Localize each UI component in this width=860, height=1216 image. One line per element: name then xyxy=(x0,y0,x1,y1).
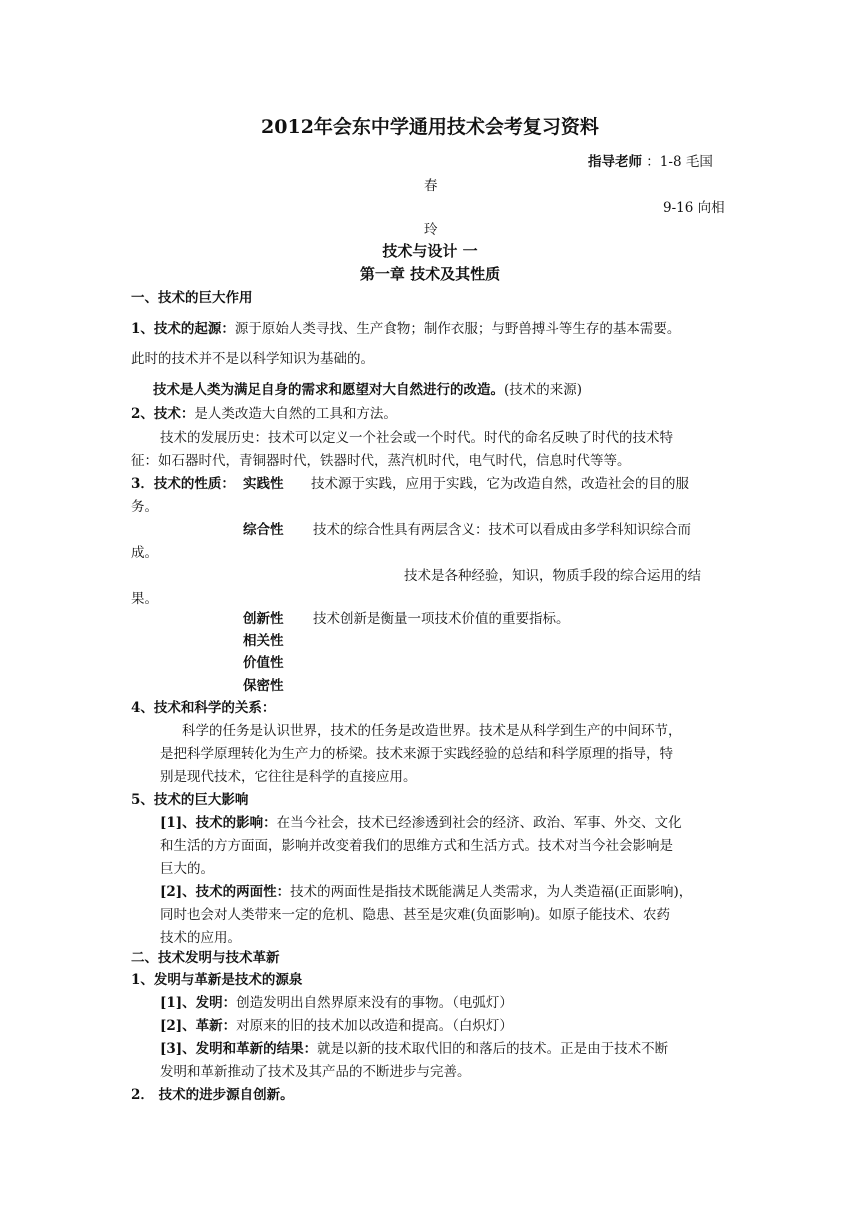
impact-b-label: [2]、技术的两面性： xyxy=(160,884,291,900)
impact-a-text: 在当今社会，技术已经渗透到社会的经济、政治、军事、外交、文化 xyxy=(276,815,682,831)
definition-bold: 技术是人类为满足自身的需求和愿望对大自然进行的改造。 xyxy=(153,382,504,398)
impact-b-text: 技术的两面性是指技术既能满足人类需求，为人类造福(正面影响)， xyxy=(290,884,693,900)
science-relation-label: 4、技术和科学的关系： xyxy=(131,700,276,716)
result-text: 就是以新的技术取代旧的和落后的技术。正是由于技术不断 xyxy=(317,1041,669,1057)
teacher-name-1: ：1-8 毛国 xyxy=(642,154,713,170)
property-relevance: 相关性 xyxy=(243,633,284,649)
chapter-title: 第一章 技术及其性质 xyxy=(359,265,501,283)
invention-label: [1]、发明： xyxy=(160,995,237,1011)
origin-paragraph xyxy=(131,319,680,339)
result-line-2: 发明和革新推动了技术及其产品的不断进步与完善。 xyxy=(160,1064,471,1080)
result-label: [3]、发明和革新的结果： xyxy=(160,1041,318,1057)
progress-label: 2． 技术的进步源自创新。 xyxy=(131,1087,294,1103)
invention-text: 创造发明出自然界原来没有的事物。（电弧灯） xyxy=(236,995,513,1011)
document-title: 2012年会东中学通用技术会考复习资料 xyxy=(261,116,599,138)
impact-b-line-2: 同时也会对人类带来一定的危机、隐患、甚至是灾难(负面影响)。如原子能技术、农药 xyxy=(160,907,671,923)
invention-line xyxy=(160,993,513,1013)
science-relation-line-1: 科学的任务是认识世界，技术的任务是改造世界。技术是从科学到生产的中间环节， xyxy=(182,723,682,739)
technology-text: 是人类改造大自然的工具和方法。 xyxy=(194,406,397,422)
result-line-1 xyxy=(160,1039,668,1059)
section-1-heading: 一、技术的巨大作用 xyxy=(131,290,253,306)
property-comprehensive-text: 技术的综合性具有两层含义：技术可以看成由多学科知识综合而 xyxy=(313,522,691,538)
history-line-1: 技术的发展历史：技术可以定义一个社会或一个时代。时代的命名反映了时代的技术特 xyxy=(160,430,673,446)
teacher-label: 指导老师 xyxy=(588,154,642,170)
innovation-line xyxy=(160,1016,513,1036)
teacher-line-2-cont: 玲 xyxy=(424,222,438,238)
impact-a-line-1 xyxy=(160,813,682,833)
history-line-2: 征：如石器时代，青铜器时代，铁器时代，蒸汽机时代，电气时代，信息时代等等。 xyxy=(131,453,631,469)
section-2-heading: 二、技术发明与技术革新 xyxy=(131,950,280,966)
property-practice: 实践性 xyxy=(243,476,284,492)
definition-line xyxy=(153,380,582,400)
property-practice-cont: 务。 xyxy=(131,499,158,515)
origin-cont: 此时的技术并不是以科学知识为基础的。 xyxy=(131,351,374,367)
teacher-line-1-cont: 春 xyxy=(424,178,438,194)
property-innovation: 创新性 xyxy=(243,611,284,627)
property-secrecy: 保密性 xyxy=(243,678,284,694)
teacher-line-1 xyxy=(588,152,713,172)
technology-paragraph xyxy=(131,404,397,424)
origin-label: 1、技术的起源： xyxy=(131,321,235,337)
property-comprehensive: 综合性 xyxy=(243,522,284,538)
innovation-text: 对原来的旧的技术加以改造和提高。（白炽灯） xyxy=(236,1018,513,1034)
book-title: 技术与设计 一 xyxy=(382,242,478,260)
origin-text: 源于原始人类寻找、生产食物；制作衣服；与野兽搏斗等生存的基本需要。 xyxy=(234,321,681,337)
impact-b-line-1 xyxy=(160,882,692,902)
impact-b-line-3: 技术的应用。 xyxy=(160,930,241,946)
property-comprehensive-cont: 成。 xyxy=(131,545,158,561)
property-innovation-text: 技术创新是衡量一项技术价值的重要指标。 xyxy=(313,611,570,627)
property-comprehensive-text-2: 技术是各种经验，知识，物质手段的综合运用的结 xyxy=(404,568,701,584)
impact-label: 5、技术的巨大影响 xyxy=(131,792,249,808)
impact-a-line-3: 巨大的。 xyxy=(160,861,214,877)
impact-a-label: [1]、技术的影响： xyxy=(160,815,277,831)
property-comprehensive-cont-2: 果。 xyxy=(131,591,158,607)
science-relation-line-2: 是把科学原理转化为生产力的桥梁。技术来源于实践经验的总结和科学原理的指导，特 xyxy=(160,746,673,762)
definition-note: (技术的来源) xyxy=(504,382,583,398)
teacher-line-2: 9-16 向相 xyxy=(663,200,725,216)
property-practice-text: 技术源于实践，应用于实践，它为改造自然，改造社会的目的服 xyxy=(311,476,689,492)
science-relation-line-3: 别是现代技术，它往往是科学的直接应用。 xyxy=(160,769,417,785)
impact-a-line-2: 和生活的方方面面，影响并改变着我们的思维方式和生活方式。技术对当今社会影响是 xyxy=(160,838,673,854)
properties-label: 3．技术的性质： xyxy=(131,476,235,492)
innovation-label: [2]、革新： xyxy=(160,1018,237,1034)
invention-source-label: 1、发明与革新是技术的源泉 xyxy=(131,972,303,988)
property-value: 价值性 xyxy=(243,655,284,671)
technology-label: 2、技术： xyxy=(131,406,195,422)
